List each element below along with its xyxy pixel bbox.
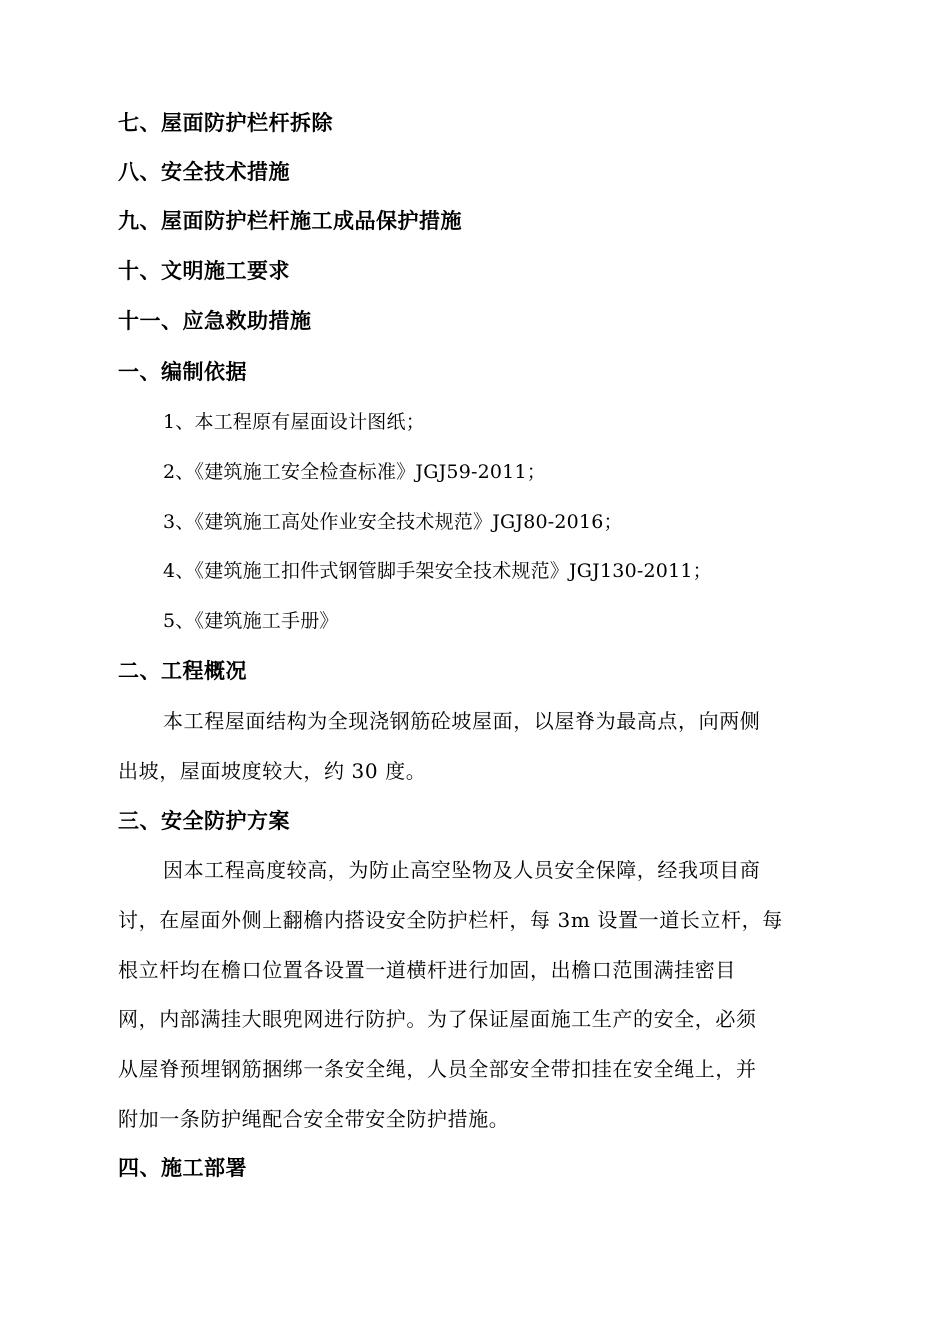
toc-item-11: 十一、应急救助措施 (118, 308, 312, 333)
safety-plan-line-4: 网，内部满挂大眼兜网进行防护。为了保证屋面施工生产的安全，必须 (118, 1007, 757, 1031)
section-title-deployment: 四、施工部署 (118, 1155, 247, 1180)
toc-item-9: 九、屋面防护栏杆施工成品保护措施 (118, 208, 462, 233)
safety-plan-line-3: 根立杆均在檐口位置各设置一道横杆进行加固，出檐口范围满挂密目 (118, 958, 736, 982)
safety-plan-line-2: 讨，在屋面外侧上翻檐内搭设安全防护栏杆，每 3m 设置一道长立杆，每 (118, 908, 783, 932)
basis-item-2: 2、《建筑施工安全检查标准》JGJ59-2011； (163, 461, 546, 483)
basis-item-5: 5、《建筑施工手册》 (163, 610, 339, 632)
basis-item-3: 3、《建筑施工高处作业安全技术规范》JGJ80-2016； (163, 511, 623, 533)
toc-item-10: 十、文明施工要求 (118, 258, 290, 283)
safety-plan-line-5: 从屋脊预埋钢筋捆绑一条安全绳，人员全部安全带扣挂在安全绳上，并 (118, 1057, 757, 1081)
safety-plan-line-6: 附加一条防护绳配合安全带安全防护措施。 (118, 1107, 510, 1131)
toc-item-7: 七、屋面防护栏杆拆除 (118, 110, 333, 135)
safety-plan-line-1: 因本工程高度较高，为防止高空坠物及人员安全保障，经我项目商 (163, 858, 761, 882)
basis-item-1: 1、本工程原有屋面设计图纸； (163, 411, 425, 433)
overview-line-1: 本工程屋面结构为全现浇钢筋砼坡屋面，以屋脊为最高点，向两侧 (163, 709, 761, 733)
section-title-basis: 一、编制依据 (118, 359, 247, 384)
overview-line-2: 出坡，屋面坡度较大，约 30 度。 (118, 759, 427, 783)
section-title-overview: 二、工程概况 (118, 658, 247, 683)
basis-item-4: 4、《建筑施工扣件式钢管脚手架安全技术规范》JGJ130-2011； (163, 560, 712, 582)
section-title-safety-plan: 三、安全防护方案 (118, 808, 290, 833)
toc-item-8: 八、安全技术措施 (118, 159, 290, 184)
